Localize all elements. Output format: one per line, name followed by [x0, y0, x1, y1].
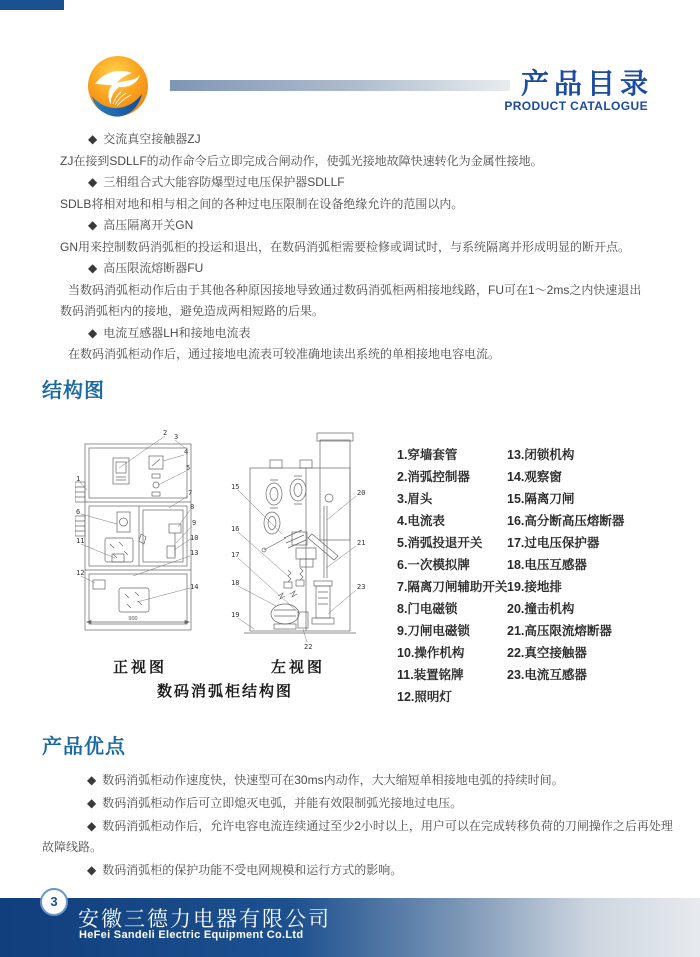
- company-name-en: HeFei Sandeli Electric Equipment Co.Ltd: [79, 929, 304, 941]
- callout-number: 16: [231, 525, 240, 533]
- advantage-text: 数码消弧柜的保护功能不受电网规模和运行方式的影响。: [102, 863, 403, 877]
- intro-paragraph: ZJ在接到SDLLF的动作命令后立即完成合闸动作，使弧光接地故障快速转化为金属性接地。: [60, 153, 543, 168]
- part-item: 10.操作机构: [397, 646, 465, 660]
- side-view-diagram: [228, 426, 368, 651]
- part-item: 17.过电压保护器: [507, 536, 600, 550]
- advantage-text: 数码消弧柜动作后，允许电容电流连续通过至少2小时以上，用户可以在完成转移负荷的刀闸操作之后再处理故障线路。: [42, 819, 673, 854]
- callout-number: 1: [76, 475, 81, 483]
- part-item: 20.撞击机构: [507, 602, 575, 616]
- part-item: 14.观察窗: [507, 470, 562, 484]
- parts-row: [397, 642, 687, 664]
- callout-number: 19: [231, 611, 240, 619]
- intro-bullet-text: 三相组合式大能容防爆型过电压保护器SDLLF: [103, 175, 345, 189]
- parts-row: [397, 598, 687, 620]
- intro-paragraph: SDLB将相对地和相与相之间的各种过电压限制在设备绝缘允许的范围以内。: [60, 196, 464, 211]
- intro-paragraph: GN用来控制数码消弧柜的投运和退出，在数码消弧柜需要检修或调试时，与系统隔离并形成明显的断开点。: [60, 239, 631, 254]
- diamond-bullet-icon: ◆: [87, 796, 97, 810]
- advantages-heading: 产品优点: [42, 736, 126, 758]
- callout-number: 18: [231, 579, 240, 587]
- diamond-bullet-icon: ◆: [88, 325, 98, 340]
- header-left-bar: [0, 0, 64, 10]
- diamond-bullet-icon: ◆: [87, 863, 97, 877]
- page-title: 产品目录: [520, 68, 653, 99]
- header-divider-bar: [170, 80, 510, 91]
- callout-number: 6: [76, 508, 81, 516]
- callout-number: 10: [190, 534, 199, 542]
- callout-number: 12: [76, 569, 85, 577]
- intro-bullet: [60, 258, 645, 280]
- part-item: 12.照明灯: [397, 690, 452, 704]
- intro-bullet-text: 高压隔离开关GN: [103, 218, 194, 232]
- structure-heading: 结构图: [42, 380, 105, 402]
- part-item: 22.真空接触器: [507, 646, 587, 660]
- advantage-item: [42, 770, 682, 791]
- callout-number: 13: [190, 549, 199, 557]
- parts-row: [397, 686, 687, 708]
- intro-paragraph: 当数码消弧柜动作后由于其他各种原因接地导致通过数码消弧柜两相接地线路，FU可在1～2ms之内快速退出数码消弧柜内的接地，避免造成两相短路的后果。: [60, 282, 642, 318]
- intro-bullet: [60, 323, 645, 345]
- part-item: 1.穿墙套管: [397, 448, 458, 462]
- company-name-cn: 安徽三德力电器有限公司: [78, 908, 331, 931]
- figure-caption: 数码消弧柜结构图: [156, 683, 293, 700]
- part-item: 6.一次模拟牌: [397, 558, 470, 572]
- diamond-bullet-icon: ◆: [88, 218, 98, 232]
- side-view-caption: 左视图: [270, 659, 325, 676]
- advantage-item: [42, 793, 682, 814]
- diamond-bullet-icon: ◆: [87, 819, 97, 833]
- part-item: 9.刀闸电磁锁: [397, 624, 470, 638]
- callout-number: 20: [357, 489, 366, 497]
- intro-bullet: [60, 129, 645, 151]
- callout-number: 15: [231, 483, 240, 491]
- advantage-text: 数码消弧柜动作速度快，快速型可在30ms内动作，大大缩短单相接地电弧的持续时间。: [102, 773, 564, 787]
- callout-number: 9: [192, 519, 197, 527]
- part-item: 7.隔离刀闸辅助开关: [397, 580, 508, 594]
- part-item: 16.高分断高压熔断器: [507, 514, 625, 528]
- diamond-bullet-icon: ◆: [87, 773, 97, 787]
- company-logo-icon: [86, 56, 150, 118]
- part-item: 11.装置铭牌: [397, 668, 464, 682]
- part-item: 19.接地排: [507, 580, 562, 594]
- parts-row: [397, 664, 687, 686]
- callout-number: 7: [188, 489, 193, 497]
- parts-row: [397, 466, 687, 488]
- front-view-caption: 正视图: [112, 659, 167, 676]
- page-subtitle: PRODUCT CATALOGUE: [504, 99, 648, 113]
- part-item: 4.电流表: [397, 514, 445, 528]
- intro-bullet: [60, 215, 645, 237]
- parts-row: [397, 488, 687, 510]
- part-item: 21.高压限流熔断器: [507, 624, 612, 638]
- parts-row: [397, 576, 687, 598]
- parts-list: [397, 444, 687, 708]
- dimension-label: 900: [128, 616, 138, 622]
- advantages-section: [42, 770, 682, 883]
- part-item: 23.电流互感器: [507, 668, 587, 682]
- advantage-text: 数码消弧柜动作后可立即熄灭电弧，并能有效限制弧光接地过电压。: [102, 796, 463, 810]
- part-item: 18.电压互感器: [507, 558, 587, 572]
- front-view-diagram: [75, 428, 205, 648]
- parts-row: [397, 620, 687, 642]
- callout-number: 4: [184, 448, 189, 456]
- parts-row: [397, 510, 687, 532]
- page-title-block: [504, 68, 653, 113]
- diamond-bullet-icon: ◆: [88, 175, 98, 189]
- parts-row: [397, 532, 687, 554]
- diamond-bullet-icon: ◆: [88, 132, 98, 146]
- part-item: 13.闭锁机构: [507, 448, 575, 462]
- part-item: 5.消弧投退开关: [397, 536, 483, 550]
- intro-section: [60, 129, 645, 366]
- intro-bullet-text: 交流真空接触器ZJ: [103, 132, 201, 146]
- callout-number: 17: [231, 551, 240, 559]
- part-item: 15.隔离刀闸: [507, 492, 575, 506]
- callout-number: 2: [163, 429, 168, 437]
- callout-number: 14: [190, 583, 199, 591]
- intro-bullet-text: 电流互感器LH和接地电流表: [103, 325, 251, 340]
- callout-number: 3: [174, 433, 179, 441]
- intro-paragraph: 在数码消弧柜动作后，通过接地电流表可较准确地读出系统的单相接地电容电流。: [68, 347, 501, 361]
- part-item: 2.消弧控制器: [397, 470, 470, 484]
- page-number-badge: 3: [40, 888, 68, 916]
- diamond-bullet-icon: ◆: [88, 261, 98, 275]
- callout-number: 5: [186, 464, 191, 472]
- advantage-item: [42, 860, 682, 881]
- parts-row: [397, 554, 687, 576]
- callout-number: 21: [357, 539, 366, 547]
- callout-number: 11: [76, 537, 85, 545]
- intro-bullet-text: 高压限流熔断器FU: [103, 261, 204, 275]
- callout-number: 8: [190, 503, 195, 511]
- advantage-item: [42, 816, 682, 858]
- callout-number: 22: [304, 643, 313, 651]
- part-item: 8.门电磁锁: [397, 602, 458, 616]
- part-item: 3.眉头: [397, 492, 433, 506]
- intro-bullet: [60, 172, 645, 194]
- parts-row: [397, 444, 687, 466]
- callout-number: 23: [357, 583, 366, 591]
